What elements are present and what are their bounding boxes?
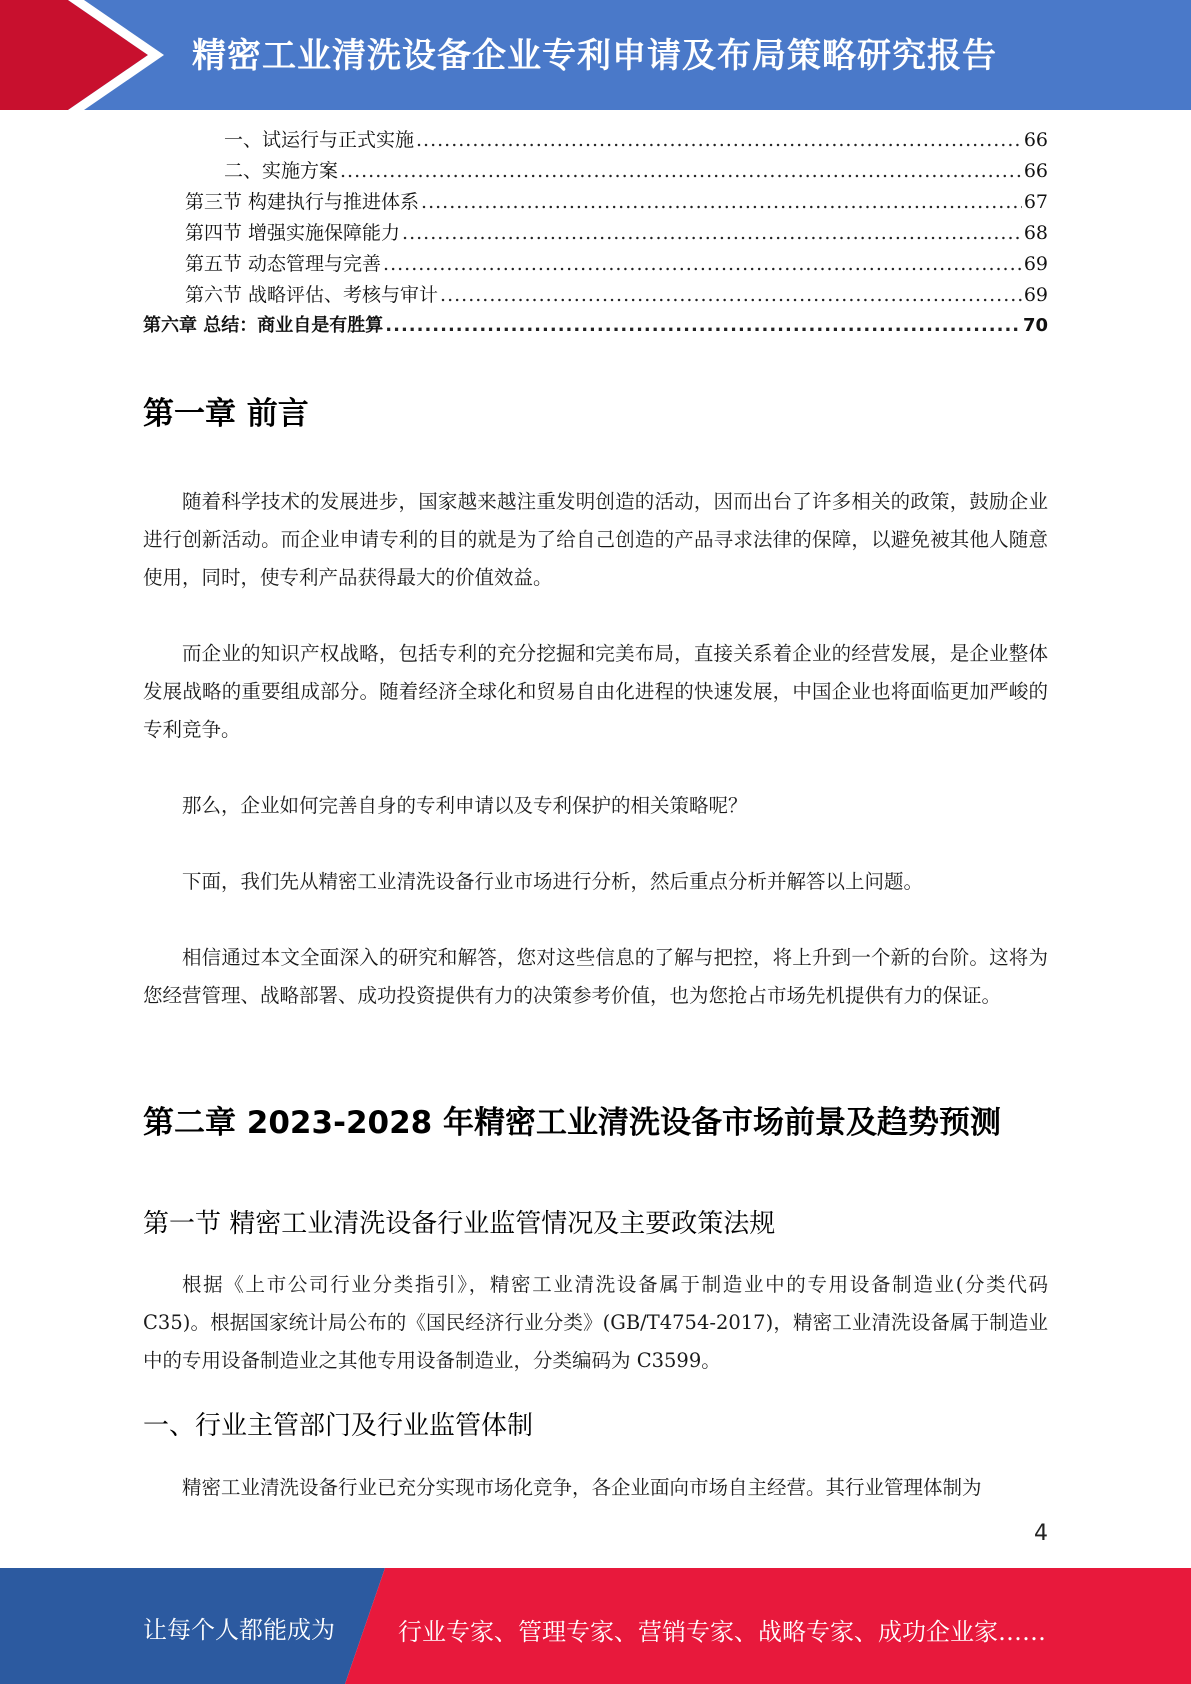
toc-leader-dots (385, 312, 1021, 340)
toc-leader-dots (383, 250, 1022, 278)
toc-item-chapter[interactable] (143, 312, 1048, 340)
toc-item-page: 66 (1023, 160, 1048, 182)
chapter-1-paragraph: 下面，我们先从精密工业清洗设备行业市场进行分析，然后重点分析并解答以上问题。 (182, 870, 924, 893)
toc-item-label: 第三节 构建执行与推进体系 (185, 191, 420, 213)
toc-item-label: 一、试运行与正式实施 (224, 129, 415, 151)
report-title: 精密工业清洗设备企业专利申请及布局策略研究报告 (192, 36, 997, 76)
toc-item-page: 68 (1023, 222, 1048, 244)
footer-slogan-right: 行业专家、管理专家、营销专家、战略专家、成功企业家…… (398, 1618, 1046, 1646)
toc-leader-dots (416, 126, 1022, 154)
toc-item[interactable] (224, 126, 1048, 154)
toc-leader-dots (340, 157, 1022, 185)
toc-item-page: 70 (1022, 315, 1048, 336)
toc-item-label: 第六章 总结：商业自是有胜算 (143, 315, 384, 336)
footer-slogan-left: 让每个人都能成为 (143, 1616, 335, 1644)
subsection-1-paragraph: 精密工业清洗设备行业已充分实现市场化竞争，各企业面向市场自主经营。其行业管理体制为 (182, 1476, 982, 1499)
toc-item[interactable] (185, 250, 1048, 278)
toc-item-label: 第五节 动态管理与完善 (185, 253, 382, 275)
chapter-1-paragraph: 相信通过本文全面深入的研究和解答，您对这些信息的了解与把控，将上升到一个新的台阶。这将为您经营管理、战略部署、成功投资提供有力的决策参考价值，也为您抢占市场先机提供有力的保证。 (143, 946, 1048, 1007)
page-footer (0, 1568, 1191, 1684)
page-number: 4 (1034, 1521, 1048, 1546)
toc-item[interactable] (224, 157, 1048, 185)
chapter-1-paragraph: 随着科学技术的发展进步，国家越来越注重发明创造的活动，因而出台了许多相关的政策，鼓励企业进行创新活动。而企业申请专利的目的就是为了给自己创造的产品寻求法律的保障，以避免被其他人随意使用，同时，使专利产品获得最大的价值效益。 (143, 490, 1048, 589)
toc-leader-dots (402, 219, 1022, 247)
toc-item-page: 69 (1023, 253, 1048, 275)
toc-item-label: 第四节 增强实施保障能力 (185, 222, 401, 244)
toc-item[interactable] (185, 188, 1048, 216)
toc-item-page: 66 (1023, 129, 1048, 151)
toc-item[interactable] (185, 219, 1048, 247)
toc-item[interactable] (185, 281, 1048, 309)
chapter-1-paragraph: 那么，企业如何完善自身的专利申请以及专利保护的相关策略呢？ (182, 794, 748, 817)
chapter-1-paragraph: 而企业的知识产权战略，包括专利的充分挖掘和完美布局，直接关系着企业的经营发展，是企业整体发展战略的重要组成部分。随着经济全球化和贸易自由化进程的快速发展，中国企业也将面临更加严峻的专利竞争。 (143, 642, 1048, 741)
section-1-heading: 第一节 精密工业清洗设备行业监管情况及主要政策法规 (143, 1209, 776, 1239)
toc-item-label: 第六节 战略评估、考核与审计 (185, 284, 439, 306)
section-1-paragraph: 根据《上市公司行业分类指引》，精密工业清洗设备属于制造业中的专用设备制造业(分类代码 C35)。根据国家统计局公布的《国民经济行业分类》(GB/T4754-2017)，精密工业清洗设备属于制造业中的专用设备制造业之其他专用设备制造业，分类编码为 C3599。 (143, 1273, 1048, 1372)
chapter-1-heading: 第一章 前言 (143, 396, 309, 432)
toc-item-label: 二、实施方案 (224, 160, 339, 182)
toc-item-page: 69 (1023, 284, 1048, 306)
chapter-2-heading: 第二章 2023-2028 年精密工业清洗设备市场前景及趋势预测 (143, 1105, 1002, 1141)
toc-item-page: 67 (1023, 191, 1048, 213)
toc-leader-dots (440, 281, 1022, 309)
page-header (0, 0, 1191, 110)
subsection-1-heading: 一、行业主管部门及行业监管体制 (143, 1411, 534, 1441)
toc-leader-dots (421, 188, 1022, 216)
